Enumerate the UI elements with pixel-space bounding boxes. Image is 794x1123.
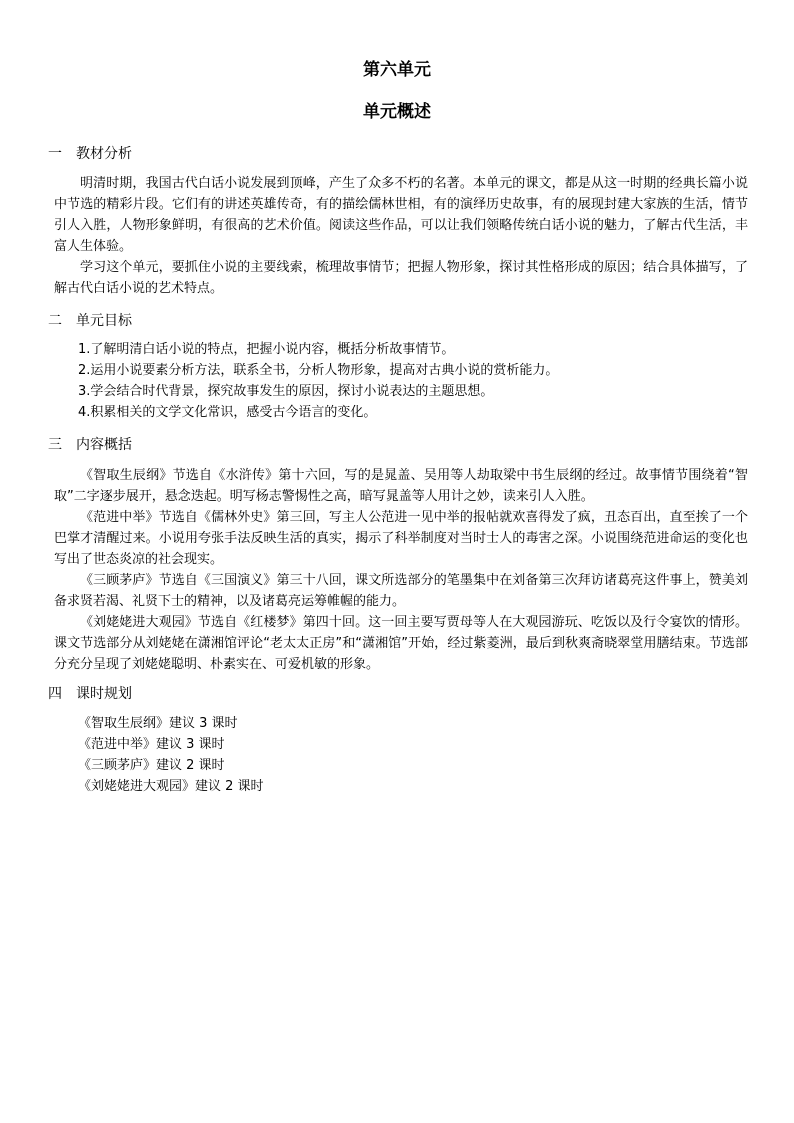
- unit-title: 第六单元: [363, 60, 431, 80]
- list-item: 《范进中举》建议 3 课时: [78, 737, 225, 752]
- paragraph: 《智取生辰纲》节选自《水浒传》第十六回，写的是晁盖、吴用等人劫取梁中书生辰纲的经过。故事情节围绕着“智取”二字逐步展开，悬念迭起。明写杨志警惕性之高，暗写晁盖等人用计之妙，读来引人入胜。: [54, 468, 748, 504]
- list-item: 1.了解明清白话小说的特点，把握小说内容，概括分析故事情节。: [78, 342, 455, 357]
- paragraph: 明清时期，我国古代白话小说发展到顶峰，产生了众多不朽的名著。本单元的课文，都是从这一时期的经典长篇小说中节选的精彩片段。它们有的讲述英雄传奇，有的描绘儒林世相，有的演绎历史故事，有的展现封建大家族的生活，情节引人入胜，人物形象鲜明，有很高的艺术价值。阅读这些作品，可以让我们领略传统白话小说的魅力，了解古代生活，丰富人生体验。: [54, 176, 748, 254]
- section-number: 一: [48, 146, 62, 162]
- section-number: 四: [48, 686, 62, 702]
- section-heading-materials: [48, 145, 132, 163]
- paragraph: 《范进中举》节选自《儒林外史》第三回，写主人公范进一见中举的报帖就欢喜得发了疯，丑态百出，直至挨了一个巴掌才清醒过来。小说用夸张手法反映生活的真实，揭示了科举制度对当时士人的毒害之深。小说围绕范进命运的变化也写出了世态炎凉的社会现实。: [54, 510, 748, 567]
- list-item: 《智取生辰纲》建议 3 课时: [78, 716, 238, 731]
- list-item: 2.运用小说要素分析方法，联系全书，分析人物形象，提高对古典小说的赏析能力。: [78, 363, 559, 378]
- paragraph: 《三顾茅庐》节选自《三国演义》第三十八回，课文所选部分的笔墨集中在刘备第三次拜访诸葛亮这件事上，赞美刘备求贤若渴、礼贤下士的精神，以及诸葛亮运筹帷幄的能力。: [54, 573, 748, 609]
- paragraph: 学习这个单元，要抓住小说的主要线索，梳理故事情节；把握人物形象，探讨其性格形成的原因；结合具体描写，了解古代白话小说的艺术特点。: [54, 260, 748, 296]
- schedule-list: [78, 713, 264, 797]
- section-heading-text: 内容概括: [76, 437, 132, 453]
- goals-list: [78, 339, 558, 423]
- list-item: 《刘姥姥进大观园》建议 2 课时: [78, 779, 264, 794]
- section-number: 二: [48, 313, 62, 329]
- unit-subtitle: 单元概述: [363, 102, 431, 122]
- section-heading-schedule: [48, 685, 132, 703]
- section-heading-text: 单元目标: [76, 313, 132, 329]
- section-heading-goals: [48, 312, 132, 330]
- section-heading-summary: [48, 436, 132, 454]
- list-item: 4.积累相关的文学文化常识，感受古今语言的变化。: [78, 405, 377, 420]
- list-item: 《三顾茅庐》建议 2 课时: [78, 758, 225, 773]
- section-number: 三: [48, 437, 62, 453]
- section-heading-text: 课时规划: [76, 686, 132, 702]
- section-heading-text: 教材分析: [76, 146, 132, 162]
- list-item: 3.学会结合时代背景，探究故事发生的原因，探讨小说表达的主题思想。: [78, 384, 494, 399]
- paragraph: 《刘姥姥进大观园》节选自《红楼梦》第四十回。这一回主要写贾母等人在大观园游玩、吃饭以及行令宴饮的情形。课文节选部分从刘姥姥在潇湘馆评论“老太太正房”和“潇湘馆”开始，经过紫菱洲，最后到秋爽斋晓翠堂用膳结束。节选部分充分呈现了刘姥姥聪明、朴素实在、可爱机敏的形象。: [54, 615, 748, 672]
